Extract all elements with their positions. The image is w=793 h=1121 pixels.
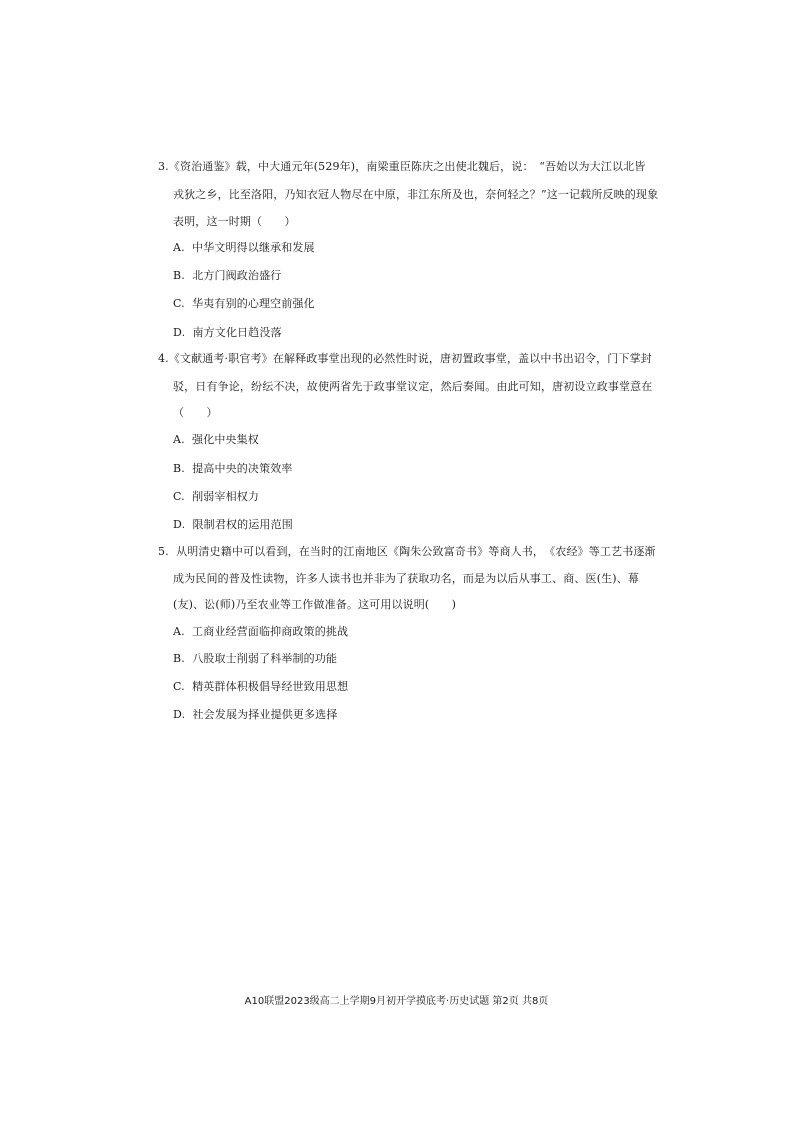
question-3-option-d: D. 南方文化日趋没落 (173, 326, 282, 339)
question-3-line-3: 表明，这一时期（ ） (173, 215, 296, 228)
question-3-option-c: C. 华夷有别的心理空前强化 (173, 297, 315, 310)
question-4-option-c: C. 削弱宰相权力 (173, 490, 260, 503)
question-4-line-3: （ ） (173, 406, 218, 419)
question-5-option-b: B. 八股取士削弱了科举制的功能 (173, 652, 338, 665)
question-3-line-1: 3.《资治通鉴》载，中大通元年(529年)，南梁重臣陈庆之出使北魏后，说： “吾始以为大江以北皆 (158, 160, 646, 173)
question-5-option-a: A. 工商业经营面临抑商政策的挑战 (173, 625, 349, 638)
question-4-number: 4. (158, 352, 169, 365)
question-5-line-2: 成为民间的普及性读物，许多人读书也并非为了获取功名，而是为以后从事工、商、医(生)、幕 (173, 572, 640, 585)
question-4-option-a: A. 强化中央集权 (173, 433, 259, 446)
question-4-line-2: 驳，日有争论，纷纭不决，故使两省先于政事堂议定，然后奏闻。由此可知，唐初设立政事堂意在 (173, 380, 653, 393)
question-3-number: 3. (158, 160, 169, 173)
question-5-line-1: 5. 从明清史籍中可以看到，在当时的江南地区《陶朱公致富奇书》等商人书， 《农经》等工艺书逐渐 (158, 545, 656, 558)
question-5-option-c: C. 精英群体积极倡导经世致用思想 (173, 680, 349, 693)
question-5-option-d: D. 社会发展为择业提供更多选择 (173, 708, 338, 721)
question-4-line-1: 4.《文献通考·职官考》在解释政事堂出现的必然性时说，唐初置政事堂，盖以中书出诏令，门下掌封 (158, 352, 652, 365)
question-3-line-2: 戎狄之乡，比至洛阳，乃知衣冠人物尽在中原，非江东所及也，奈何轻之？”这一记载所反映的现象 (173, 188, 659, 201)
question-5-number: 5. (158, 545, 169, 558)
question-4-option-d: D. 限制君权的运用范围 (173, 518, 293, 531)
question-3-option-a: A. 中华文明得以继承和发展 (173, 241, 315, 254)
question-4-option-b: B. 提高中央的决策效率 (173, 462, 293, 475)
question-3-option-b: B. 北方门阀政治盛行 (173, 269, 282, 282)
page-footer: A10联盟2023级高二上学期9月初开学摸底考·历史试题 第2页 共8页 (244, 996, 549, 1007)
question-5-line-3: (友)、讼(师)乃至农业等工作做准备。这可用以说明( ) (173, 598, 457, 611)
